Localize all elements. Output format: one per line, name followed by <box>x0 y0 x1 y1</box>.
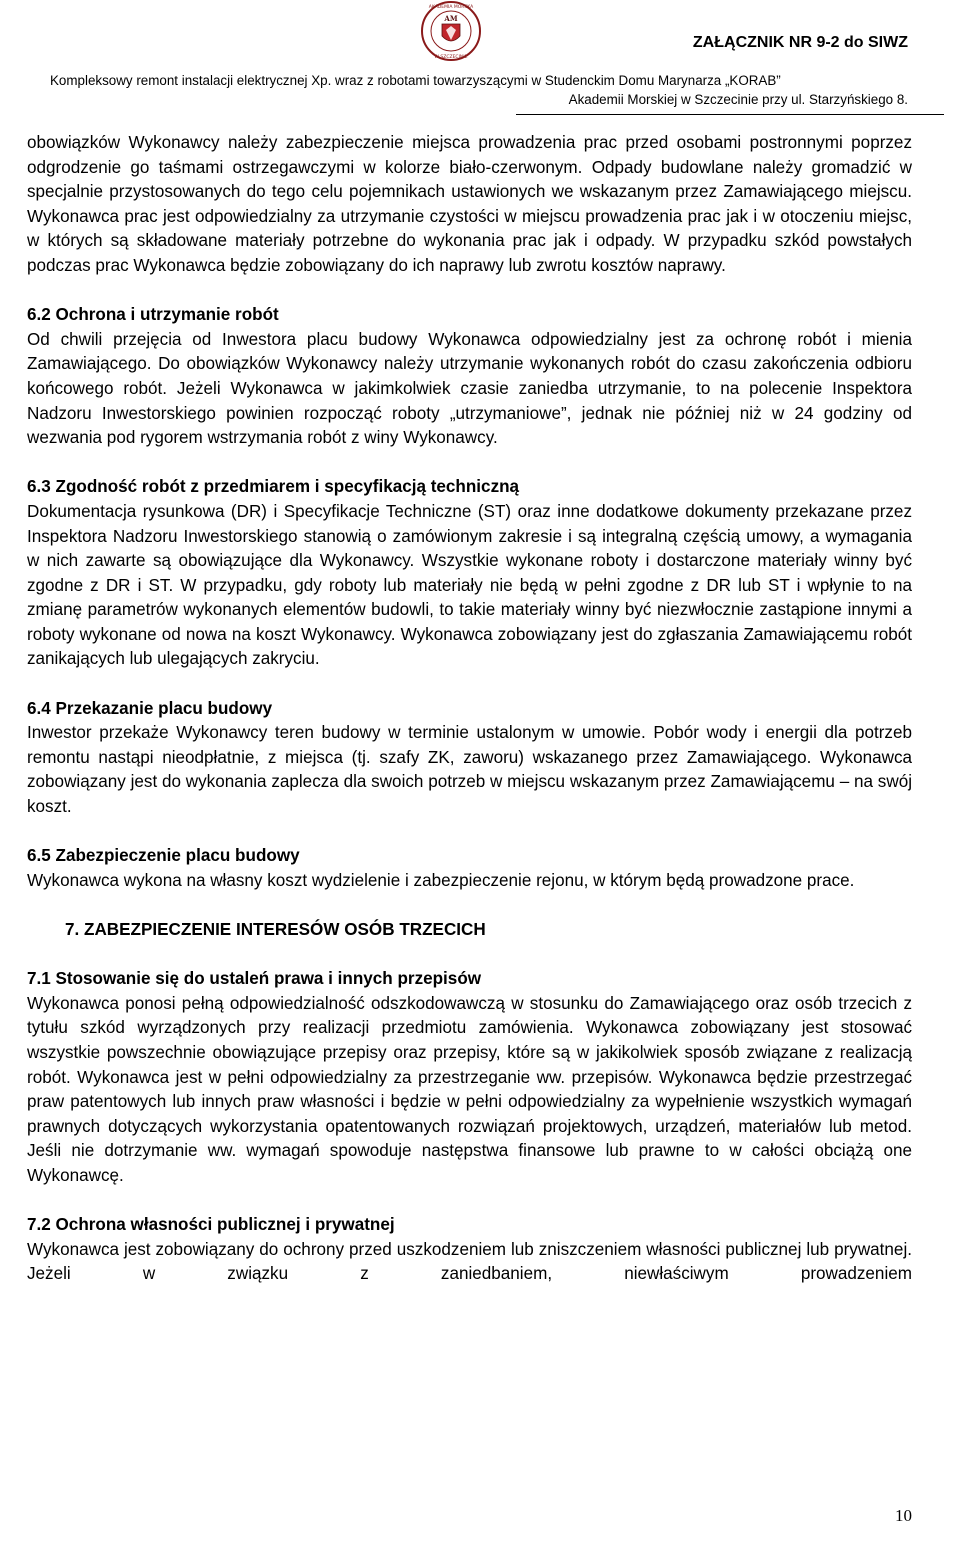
section-heading-6-3: 6.3 Zgodność robót z przedmiarem i specyfikacją techniczną <box>27 477 520 497</box>
svg-text:W SZCZECINIE: W SZCZECINIE <box>434 55 468 60</box>
paragraph-6-5: Wykonawca wykona na własny koszt wydzielenie i zabezpieczenie rejonu, w którym będą prowadzone prace. <box>27 870 855 890</box>
page-header <box>0 0 960 120</box>
annex-label: ZAŁĄCZNIK NR 9-2 do SIWZ <box>692 34 908 51</box>
document-body <box>27 131 912 1287</box>
section-heading-7-1: 7.1 Stosowanie się do ustaleń prawa i innych przepisów <box>27 969 482 989</box>
paragraph-6-2: Od chwili przejęcia od Inwestora placu budowy Wykonawca odpowiedzialny jest za ochronę robót i mienia Zamawiającego. Do obowiązków Wykonawcy należy utrzymanie wykonanych robót do czasu zakończenia odbioru końcowego robót. Jeżeli Wykonawca w jakimkolwiek czasie zaniedba utrzymanie, to na polecenie Inspektora Nadzoru Inwestorskiego powinien rozpocząć roboty „utrzymaniowe”, jednak nie później niż w 24 godziny od wezwania pod rygorem wstrzymania robót z winy Wykonawcy. <box>27 329 912 448</box>
section-heading-6-4: 6.4 Przekazanie placu budowy <box>27 698 273 718</box>
academy-logo <box>420 0 482 62</box>
chapter-heading-7: 7. ZABEZPIECZENIE INTERESÓW OSÓB TRZECICH <box>65 920 486 939</box>
section-heading-6-2: 6.2 Ochrona i utrzymanie robót <box>27 305 279 325</box>
paragraph-7-2: Wykonawca jest zobowiązany do ochrony przed uszkodzeniem lub zniszczeniem własności publicznej lub prywatnej. Jeżeli w związku z zaniedbaniem, niewłaściwym prowadzeniem <box>27 1239 912 1284</box>
page-number: 10 <box>895 1506 912 1525</box>
header-subtitle-line2: Akademii Morskiej w Szczecinie przy ul. Starzyńskiego 8. <box>568 92 908 107</box>
svg-text:AM: AM <box>444 14 458 23</box>
header-divider <box>516 114 944 115</box>
section-heading-7-2: 7.2 Ochrona własności publicznej i prywatnej <box>27 1215 395 1235</box>
paragraph-intro: obowiązków Wykonawcy należy zabezpieczenie miejsca prowadzenia prac przed osobami postronnymi poprzez odgrodzenie go taśmami ostrzegawczymi w kolorze biało-czerwonym. Odpady budowlane należy gromadzić w specjalnie przystosowanych do tego celu pojemnikach ustawionych we wskazanym przez Zamawiającego miejscu. Wykonawca prac jest odpowiedzialny za utrzymanie czystości w miejscu prowadzenia prac jak i w otoczeniu miejsc, w których są składowane materiały potrzebne do wykonania prac jak i odpady. W przypadku szkód powstałych podczas prac Wykonawca będzie zobowiązany do ich naprawy lub zwrotu kosztów naprawy. <box>27 133 912 275</box>
svg-text:AKADEMIA MORSKA: AKADEMIA MORSKA <box>428 5 474 10</box>
paragraph-6-3: Dokumentacja rysunkowa (DR) i Specyfikacje Techniczne (ST) oraz inne dodatkowe dokumenty przekazane przez Inspektora Nadzoru Inwestorskiego stanowią o zamówionym zakresie i są integralną częścią umowy, a wymagania w nich zawarte są obowiązujące dla Wykonawcy. Wszystkie wykonane roboty i dostarczone materiały winny być zgodne z DR i ST. W przypadku, gdy roboty lub materiały nie będą w pełni zgodne z DR lub ST i wpłynie to na zmianę parametrów wykonanych elementów budowli, to takie materiały winny być niezwłocznie zastąpione innymi a roboty wykonane od nowa na koszt Wykonawcy. Wykonawca zobowiązany jest do zgłaszania Zamawiającemu robót zanikających lub ulegających zakryciu. <box>27 501 912 669</box>
paragraph-7-1: Wykonawca ponosi pełną odpowiedzialność odszkodowawczą w stosunku do Zamawiającego oraz osób trzecich z tytułu szkód wyrządzonych przy realizacji przedmiotu zamówienia. Wykonawca zobowiązany jest stosować wszystkie powszechnie obowiązujące przepisy oraz przepisy, które są w jakikolwiek sposób związane z realizacją robót. Wykonawca jest w pełni odpowiedzialny za przestrzeganie ww. przepisów. Wykonawca będzie przestrzegać praw patentowych lub innych praw własności i będzie w pełni odpowiedzialny za wypełnienie wszystkich wymagań prawnych dotyczących wykorzystania opatentowanych rozwiązań projektowych, urządzeń, materiałów lub metod. Jeśli nie dotrzymanie ww. wymagań spowoduje następstwa finansowe lub prawne to w całości obciążą one Wykonawcę. <box>27 993 912 1185</box>
paragraph-6-4: Inwestor przekaże Wykonawcy teren budowy w terminie ustalonym w umowie. Pobór wody i energii dla potrzeb remontu nastąpi nieodpłatnie, z miejsca (tj. szafy ZK, zaworu) wskazanego przez Zamawiającego. Wykonawca zobowiązany jest do wykonania zaplecza dla swoich potrzeb w miejscu wskazanym przez Zamawiającemu – na swój koszt. <box>27 723 912 817</box>
section-heading-6-5: 6.5 Zabezpieczenie placu budowy <box>27 846 300 866</box>
header-subtitle-line1: Kompleksowy remont instalacji elektrycznej Xp. wraz z robotami towarzyszącymi w Studenckim Domu Marynarza „KORAB” <box>50 73 781 88</box>
